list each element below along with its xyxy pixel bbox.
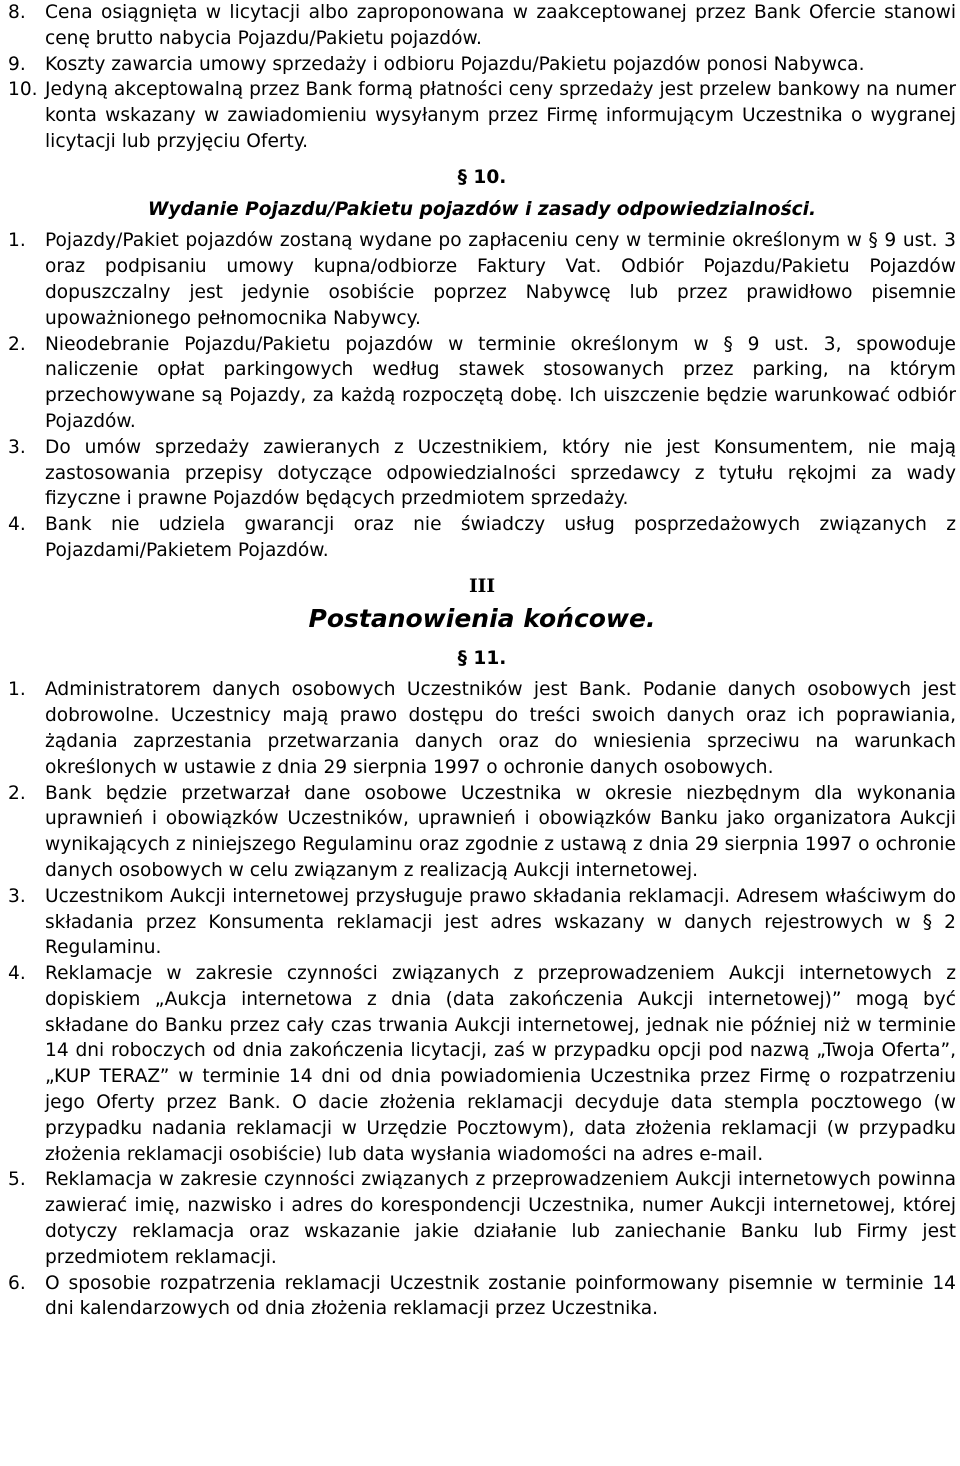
item-number: 3. [8, 436, 26, 458]
item-number: 2. [8, 782, 26, 804]
section-11 [8, 646, 956, 1323]
item-text: Bank nie udziela gwarancji oraz nie świadczy usług posprzedażowych związanych z Pojazdami/Pakietem Pojazdów. [45, 514, 956, 561]
item-number: 6. [8, 1272, 26, 1294]
list-item [8, 1271, 956, 1323]
list-item [8, 512, 956, 564]
item-text: Uczestnikom Aukcji internetowej przysługuje prawo składania reklamacji. Adresem właściwym do składania przez Konsumenta reklamacji jest adres wskazany w danych rejestrowych w § 2 Regulaminu. [45, 885, 956, 959]
item-text: Pojazdy/Pakiet pojazdów zostaną wydane po zapłaceniu ceny w terminie określonym w § 9 ust. 3 oraz podpisaniu umowy kupna/odbiorze Faktury Vat. Odbiór Pojazdu/Pakietu Pojazdów dopuszczalny jest jedynie osobiście poprzez Nabywcę lub przez prawidłowo pisemnie upoważnionego pełnomocnika Nabywcy. [45, 230, 956, 329]
section-10 [8, 165, 956, 564]
section-title: Wydanie Pojazdu/Pakietu pojazdów i zasady odpowiedzialności. [147, 198, 817, 220]
list-item [8, 884, 956, 961]
list-item [8, 1167, 956, 1270]
part-number: III [468, 575, 496, 597]
item-number: 5. [8, 1169, 26, 1191]
item-number: 10. [8, 79, 38, 101]
item-text: Reklamacja w zakresie czynności związanych z przeprowadzeniem Aukcji internetowych powinna zawierać imię, nazwisko i adres do korespondencji Uczestnika, numer Aukcji internetowej, której dotyczy reklamacja oraz wskazanie jakie działanie lub zaniechanie Banku lub Firmy jest przedmiotem reklamacji. [45, 1169, 956, 1268]
item-text: Do umów sprzedaży zawieranych z Uczestnikiem, który nie jest Konsumentem, nie mają zastosowania przepisy dotyczące odpowiedzialności sprzedawcy z tytułu rękojmi za wady fizyczne i prawne Pojazdów będących przedmiotem sprzedaży. [45, 436, 956, 510]
list-item [8, 0, 956, 52]
list-item [8, 77, 956, 154]
item-text: Koszty zawarcia umowy sprzedaży i odbioru Pojazdu/Pakietu pojazdów ponosi Nabywca. [45, 53, 865, 75]
item-number: 2. [8, 333, 26, 355]
list-item [8, 961, 956, 1167]
item-number: 3. [8, 885, 26, 907]
list-item [8, 52, 956, 78]
item-text: Cena osiągnięta w licytacji albo zaproponowana w zaakceptowanej przez Bank Ofercie stanowi cenę brutto nabycia Pojazdu/Pakietu pojazdów. [45, 2, 956, 49]
item-number: 4. [8, 963, 26, 985]
item-number: 1. [8, 230, 26, 252]
item-number: 8. [8, 2, 26, 23]
list-item [8, 677, 956, 780]
list-item [8, 332, 956, 435]
section-heading: § 11. [457, 647, 507, 669]
list-item [8, 228, 956, 331]
section-heading: § 10. [457, 166, 507, 188]
list-item [8, 781, 956, 884]
item-text: O sposobie rozpatrzenia reklamacji Uczestnik zostanie poinformowany pisemnie w terminie 14 dni kalendarzowych od dnia złożenia reklamacji przez Uczestnika. [45, 1272, 956, 1320]
part-3-header [8, 574, 956, 636]
item-text: Bank będzie przetwarzał dane osobowe Uczestnika w okresie niezbędnym dla wykonania uprawnień i obowiązków Uczestników, uprawnień i obowiązków Banku jako organizatora Aukcji wynikających z niniejszego Regulaminu oraz zgodnie z ustawą z dnia 29 sierpnia 1997 o ochronie danych osobowych w celu związanym z realizacją Aukcji internetowej. [45, 782, 956, 881]
item-number: 4. [8, 514, 26, 536]
item-number: 1. [8, 679, 26, 701]
list-item [8, 435, 956, 512]
item-text: Administratorem danych osobowych Uczestników jest Bank. Podanie danych osobowych jest dobrowolne. Uczestnicy mają prawo dostępu do treści swoich danych oraz ich poprawiania, żądania zaprzestania przetwarzania danych oraz do wniesienia sprzeciwu na warunkach określonych w ustawie z dnia 29 sierpnia 1997 o ochronie danych osobowych. [45, 679, 956, 778]
part-title: Postanowienia końcowe. [308, 603, 656, 633]
item-text: Jedyną akceptowalną przez Bank formą płatności ceny sprzedaży jest przelew bankowy na numer konta wskazany w zawiadomieniu wysyłanym przez Firmę informującym Uczestnika o wygranej licytacji lub przyjęciu Oferty. [45, 79, 956, 152]
section-9-continuation [8, 0, 956, 155]
item-text: Reklamacje w zakresie czynności związanych z przeprowadzeniem Aukcji internetowych z dopiskiem „Aukcja internetowa z dnia (data zakończenia Aukcji internetowej)” mogą być składane do Banku przez cały czas trwania Aukcji internetowej, jednak nie później niż w terminie 14 dni roboczych od dnia zakończenia licytacji, zaś w przypadku opcji pod nazwą „Twoja Oferta”,„KUP TERAZ” w terminie 14 dni od dnia powiadomienia Uczestnika przez Firmę o rozpatrzeniu jego Oferty przez Bank. O dacie złożenia reklamacji decyduje data stempla pocztowego (w przypadku nadania reklamacji w Urzędzie Pocztowym), data złożenia reklamacji (w przypadku złożenia reklamacji osobiście) lub data wysłania wiadomości na adres e-mail. [45, 963, 956, 1165]
item-text: Nieodebranie Pojazdu/Pakietu pojazdów w terminie określonym w § 9 ust. 3, spowoduje naliczenie opłat parkingowych według stawek stosowanych przez parking, na którym przechowywane są Pojazdy, za każdą rozpoczętą dobę. Ich uiszczenie będzie warunkować odbiór Pojazdów. [45, 333, 956, 432]
item-number: 9. [8, 53, 26, 75]
